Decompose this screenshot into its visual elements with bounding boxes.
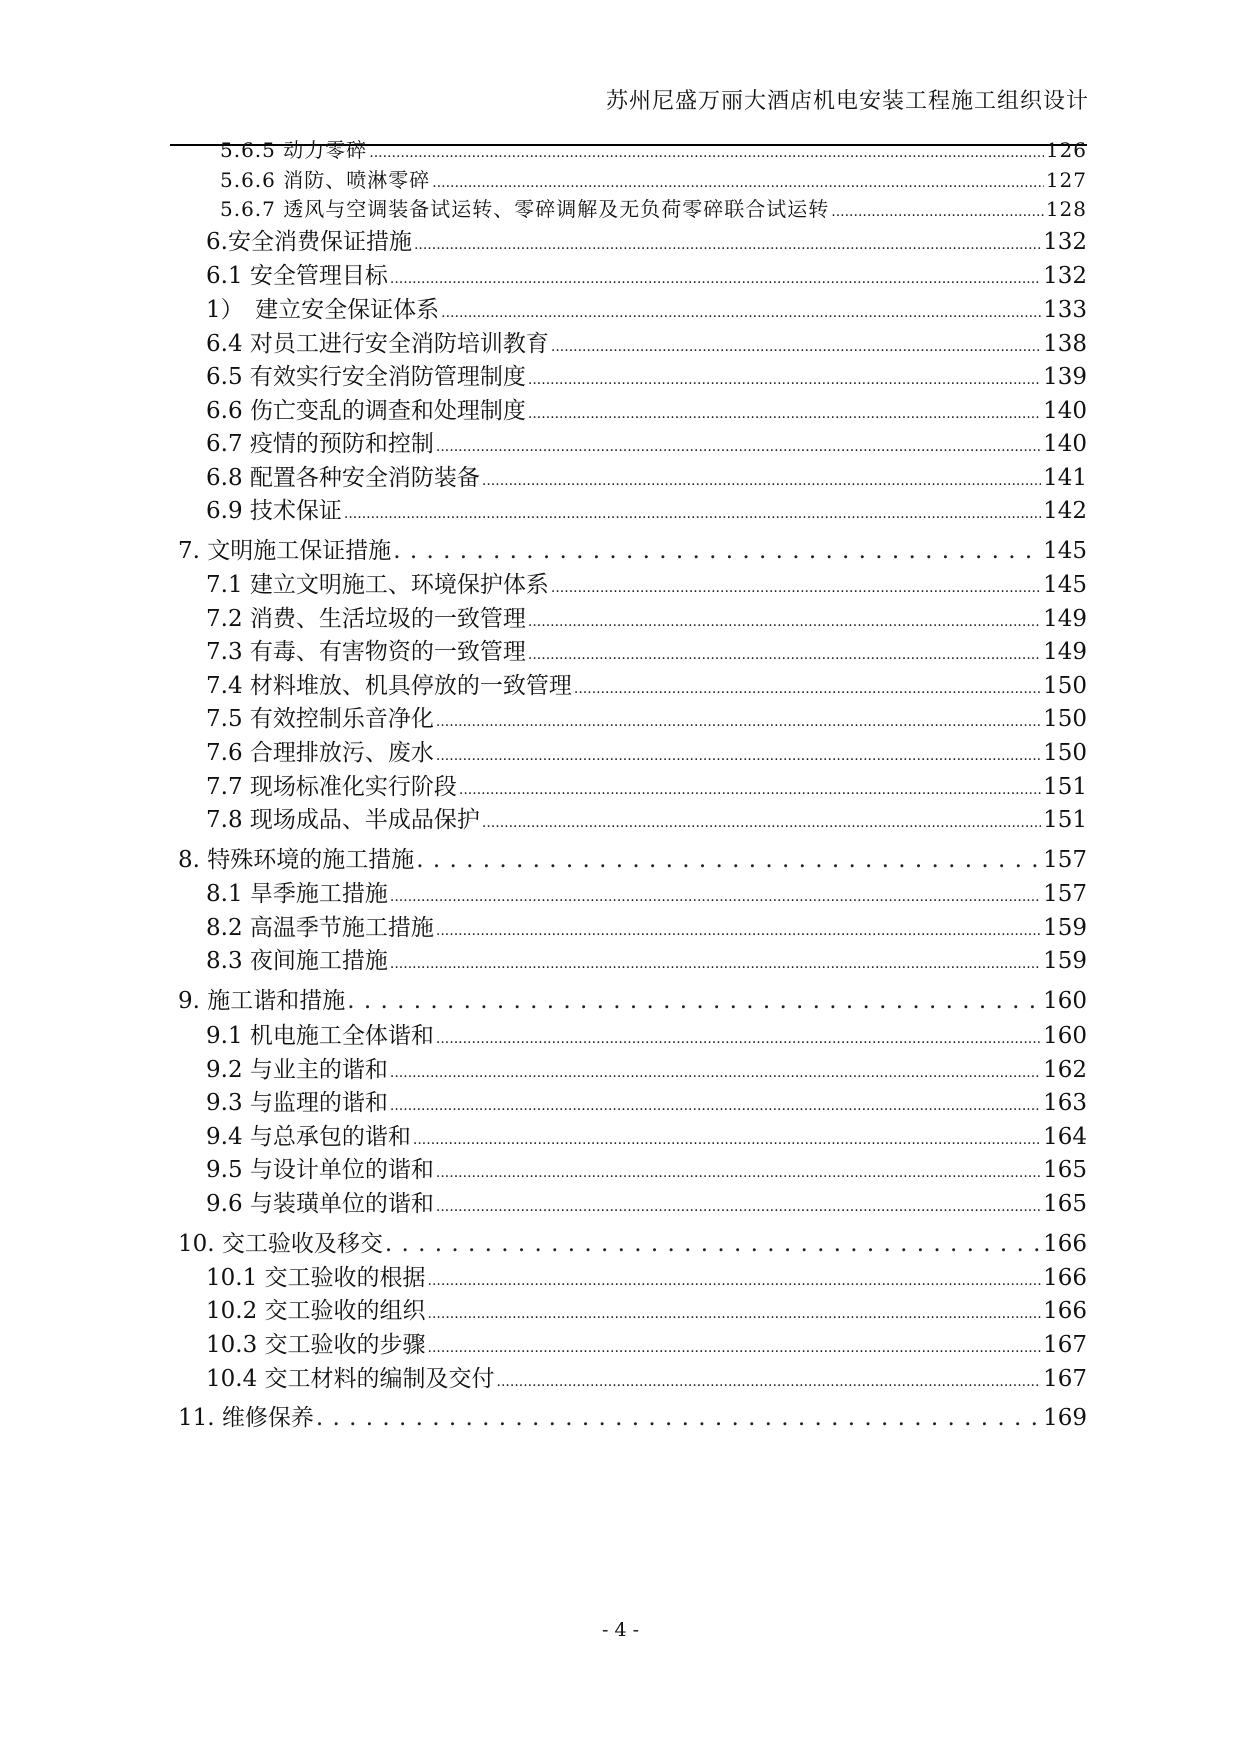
toc-entry-title: 5.6.5 动力零碎 xyxy=(220,138,368,162)
toc-entry[interactable] xyxy=(206,637,1087,670)
toc-dot-leader xyxy=(393,536,1041,566)
toc-entry-title: 7.8 现场成品、半成品保护 xyxy=(206,807,480,833)
toc-entry-page: 166 xyxy=(1043,1231,1087,1257)
toc-entry[interactable] xyxy=(206,1330,1087,1363)
toc-entry[interactable] xyxy=(206,570,1087,603)
toc-entry-page: 127 xyxy=(1045,168,1087,192)
toc-dot-leader xyxy=(441,295,1041,328)
toc-entry-page: 140 xyxy=(1043,431,1087,457)
toc-entry-title: 8.1 旱季施工措施 xyxy=(206,881,388,907)
toc-dot-leader xyxy=(436,704,1041,737)
toc-entry-page: 128 xyxy=(1045,197,1087,221)
toc-entry-page: 160 xyxy=(1043,988,1087,1014)
toc-entry-page: 157 xyxy=(1043,847,1087,873)
toc-entry-title: 6.7 疫情的预防和控制 xyxy=(206,431,434,457)
toc-dot-leader xyxy=(482,805,1041,838)
toc-dot-leader xyxy=(369,137,1044,166)
toc-entry-title: 6.5 有效实行安全消防管理制度 xyxy=(206,364,526,390)
toc-dot-leader xyxy=(416,845,1041,875)
toc-entry[interactable] xyxy=(206,362,1087,395)
toc-dot-leader xyxy=(316,1403,1041,1433)
toc-entry-page: 166 xyxy=(1043,1298,1087,1324)
toc-entry-page: 150 xyxy=(1043,740,1087,766)
toc-entry[interactable] xyxy=(220,137,1087,166)
toc-dot-leader xyxy=(436,738,1041,771)
toc-entry-title: 6.8 配置各种安全消防装备 xyxy=(206,465,480,491)
toc-entry-title: 6.安全消费保证措施 xyxy=(206,229,412,255)
toc-entry-page: 162 xyxy=(1043,1057,1087,1083)
toc-entry-title: 8.3 夜间施工措施 xyxy=(206,948,388,974)
toc-entry-page: 126 xyxy=(1045,138,1087,162)
toc-entry[interactable] xyxy=(206,738,1087,771)
toc-dot-leader xyxy=(432,167,1044,196)
toc-entry-page: 142 xyxy=(1043,498,1087,524)
toc-entry[interactable] xyxy=(206,913,1087,946)
toc-entry-page: 167 xyxy=(1043,1332,1087,1358)
toc-entry[interactable] xyxy=(206,704,1087,737)
toc-dot-leader xyxy=(436,913,1041,946)
toc-dot-leader xyxy=(436,1021,1041,1054)
toc-entry-title: 7. 文明施工保证措施 xyxy=(178,538,392,564)
toc-dot-leader xyxy=(428,1263,1042,1296)
toc-entry-title: 7.1 建立文明施工、环境保护体系 xyxy=(206,572,549,598)
toc-dot-leader xyxy=(436,1189,1041,1222)
toc-entry-title: 6.4 对员工进行安全消防培训教育 xyxy=(206,331,549,357)
toc-dot-leader xyxy=(428,1330,1042,1363)
toc-entry[interactable] xyxy=(206,1364,1087,1397)
toc-entry-title: 9.1 机电施工全体谐和 xyxy=(206,1023,434,1049)
toc-entry-page: 133 xyxy=(1043,297,1087,323)
toc-dot-leader xyxy=(528,396,1041,429)
toc-entry-title: 8.2 高温季节施工措施 xyxy=(206,915,434,941)
toc-dot-leader xyxy=(436,429,1041,462)
toc-dot-leader xyxy=(414,227,1041,260)
toc-entry-page: 169 xyxy=(1043,1405,1087,1431)
toc-entry[interactable] xyxy=(206,1055,1087,1088)
toc-dot-leader xyxy=(528,362,1041,395)
toc-entry[interactable] xyxy=(206,329,1087,362)
toc-entry-page: 159 xyxy=(1043,948,1087,974)
toc-dot-leader xyxy=(528,637,1041,670)
toc-entry-title: 7.6 合理排放污、废水 xyxy=(206,740,434,766)
toc-entry-title: 1） 建立安全保证体系 xyxy=(206,297,440,323)
toc-entry-page: 150 xyxy=(1043,673,1087,699)
toc-entry-title: 9.5 与设计单位的谐和 xyxy=(206,1157,434,1183)
toc-entry[interactable] xyxy=(206,1296,1087,1329)
toc-entry[interactable] xyxy=(206,396,1087,429)
toc-entry-page: 132 xyxy=(1043,229,1087,255)
toc-entry-title: 8. 特殊环境的施工措施 xyxy=(178,847,415,873)
toc-entry-page: 139 xyxy=(1043,364,1087,390)
toc-entry[interactable] xyxy=(206,1122,1087,1155)
toc-entry-title: 11. 维修保养 xyxy=(178,1405,314,1431)
toc-entry[interactable] xyxy=(206,1155,1087,1188)
toc-entry[interactable] xyxy=(206,295,1087,328)
toc-dot-leader xyxy=(390,1055,1041,1088)
toc-entry-title: 7.7 现场标准化实行阶段 xyxy=(206,774,457,800)
toc-entry-page: 149 xyxy=(1043,639,1087,665)
toc-entry-page: 167 xyxy=(1043,1366,1087,1392)
toc-entry-page: 159 xyxy=(1043,915,1087,941)
toc-entry-page: 150 xyxy=(1043,706,1087,732)
toc-dot-leader xyxy=(551,329,1041,362)
toc-dot-leader xyxy=(482,463,1041,496)
toc-entry-page: 145 xyxy=(1043,572,1087,598)
toc-entry-title: 10.3 交工验收的步骤 xyxy=(206,1332,426,1358)
toc-dot-leader xyxy=(528,604,1041,637)
toc-entry-page: 163 xyxy=(1043,1090,1087,1116)
toc-entry-page: 165 xyxy=(1043,1157,1087,1183)
toc-entry-page: 140 xyxy=(1043,398,1087,424)
toc-entry[interactable] xyxy=(220,167,1087,196)
toc-entry[interactable] xyxy=(206,671,1087,704)
toc-entry-title: 9.4 与总承包的谐和 xyxy=(206,1124,411,1150)
toc-entry-title: 7.2 消费、生活垃圾的一致管理 xyxy=(206,606,526,632)
toc-entry[interactable] xyxy=(178,1403,1087,1433)
toc-entry-page: 165 xyxy=(1043,1191,1087,1217)
toc-entry[interactable] xyxy=(206,429,1087,462)
toc-dot-leader xyxy=(413,1122,1041,1155)
toc-dot-leader xyxy=(436,1155,1041,1188)
toc-entry[interactable] xyxy=(178,845,1087,875)
toc-entry-title: 6.6 伤亡变乱的调查和处理制度 xyxy=(206,398,526,424)
toc-entry[interactable] xyxy=(178,536,1087,566)
toc-entry[interactable] xyxy=(206,1263,1087,1296)
toc-entry-title: 7.5 有效控制乐音净化 xyxy=(206,706,434,732)
toc-entry-title: 5.6.7 透风与空调装备试运转、零碎调解及无负荷零碎联合试运转 xyxy=(220,197,830,221)
toc-dot-leader xyxy=(390,879,1041,912)
toc-entry[interactable] xyxy=(206,805,1087,838)
toc-entry-page: 145 xyxy=(1043,538,1087,564)
toc-entry[interactable] xyxy=(206,946,1087,979)
toc-dot-leader xyxy=(390,261,1041,294)
toc-dot-leader xyxy=(497,1364,1042,1397)
toc-entry[interactable] xyxy=(206,1088,1087,1121)
toc-dot-leader xyxy=(390,1088,1041,1121)
toc-entry-title: 10.2 交工验收的组织 xyxy=(206,1298,426,1324)
toc-entry[interactable] xyxy=(220,196,1087,225)
toc-entry-title: 5.6.6 消防、喷淋零碎 xyxy=(220,168,431,192)
toc-entry-title: 9.6 与装璜单位的谐和 xyxy=(206,1191,434,1217)
toc-dot-leader xyxy=(390,946,1041,979)
toc-entry-page: 166 xyxy=(1043,1265,1087,1291)
toc-entry-title: 6.9 技术保证 xyxy=(206,498,342,524)
toc-entry[interactable] xyxy=(178,1229,1087,1259)
toc-dot-leader xyxy=(459,772,1041,805)
toc-dot-leader xyxy=(344,496,1041,529)
toc-entry-title: 10.4 交工材料的编制及交付 xyxy=(206,1366,495,1392)
toc-entry-page: 157 xyxy=(1043,881,1087,907)
toc-entry-title: 9.3 与监理的谐和 xyxy=(206,1090,388,1116)
toc-entry[interactable] xyxy=(206,604,1087,637)
toc-dot-leader xyxy=(551,570,1041,603)
toc-entry-title: 9.2 与业主的谐和 xyxy=(206,1057,388,1083)
toc-entry-title: 7.4 材料堆放、机具停放的一致管理 xyxy=(206,673,572,699)
toc-entry[interactable] xyxy=(206,879,1087,912)
toc-dot-leader xyxy=(574,671,1041,704)
toc-entry-page: 160 xyxy=(1043,1023,1087,1049)
toc-entry[interactable] xyxy=(206,261,1087,294)
toc-dot-leader xyxy=(831,196,1044,225)
toc-entry[interactable] xyxy=(206,1021,1087,1054)
toc-entry[interactable] xyxy=(206,227,1087,260)
toc-entry-title: 10.1 交工验收的根据 xyxy=(206,1265,426,1291)
toc-entry-title: 7.3 有毒、有害物资的一致管理 xyxy=(206,639,526,665)
toc-entry-title: 6.1 安全管理目标 xyxy=(206,263,388,289)
page-number: - 4 - xyxy=(601,1619,639,1641)
toc-entry[interactable] xyxy=(206,772,1087,805)
toc-entry-page: 141 xyxy=(1043,465,1087,491)
toc-entry-page: 149 xyxy=(1043,606,1087,632)
toc-dot-leader xyxy=(347,986,1041,1016)
toc-entry[interactable] xyxy=(206,463,1087,496)
toc-entry-page: 151 xyxy=(1043,774,1087,800)
toc-entry[interactable] xyxy=(178,986,1087,1016)
toc-entry-page: 164 xyxy=(1043,1124,1087,1150)
toc-entry-page: 132 xyxy=(1043,263,1087,289)
toc-entry-title: 10. 交工验收及移交 xyxy=(178,1231,383,1257)
toc-entry[interactable] xyxy=(206,1189,1087,1222)
document-header-title: 苏州尼盛万丽大酒店机电安装工程施工组织设计 xyxy=(605,89,1089,114)
toc-entry-page: 138 xyxy=(1043,331,1087,357)
toc-entry-title: 9. 施工谐和措施 xyxy=(178,988,346,1014)
toc-entry-page: 151 xyxy=(1043,807,1087,833)
toc-dot-leader xyxy=(428,1296,1042,1329)
toc-entry[interactable] xyxy=(206,496,1087,529)
toc-dot-leader xyxy=(385,1229,1041,1259)
